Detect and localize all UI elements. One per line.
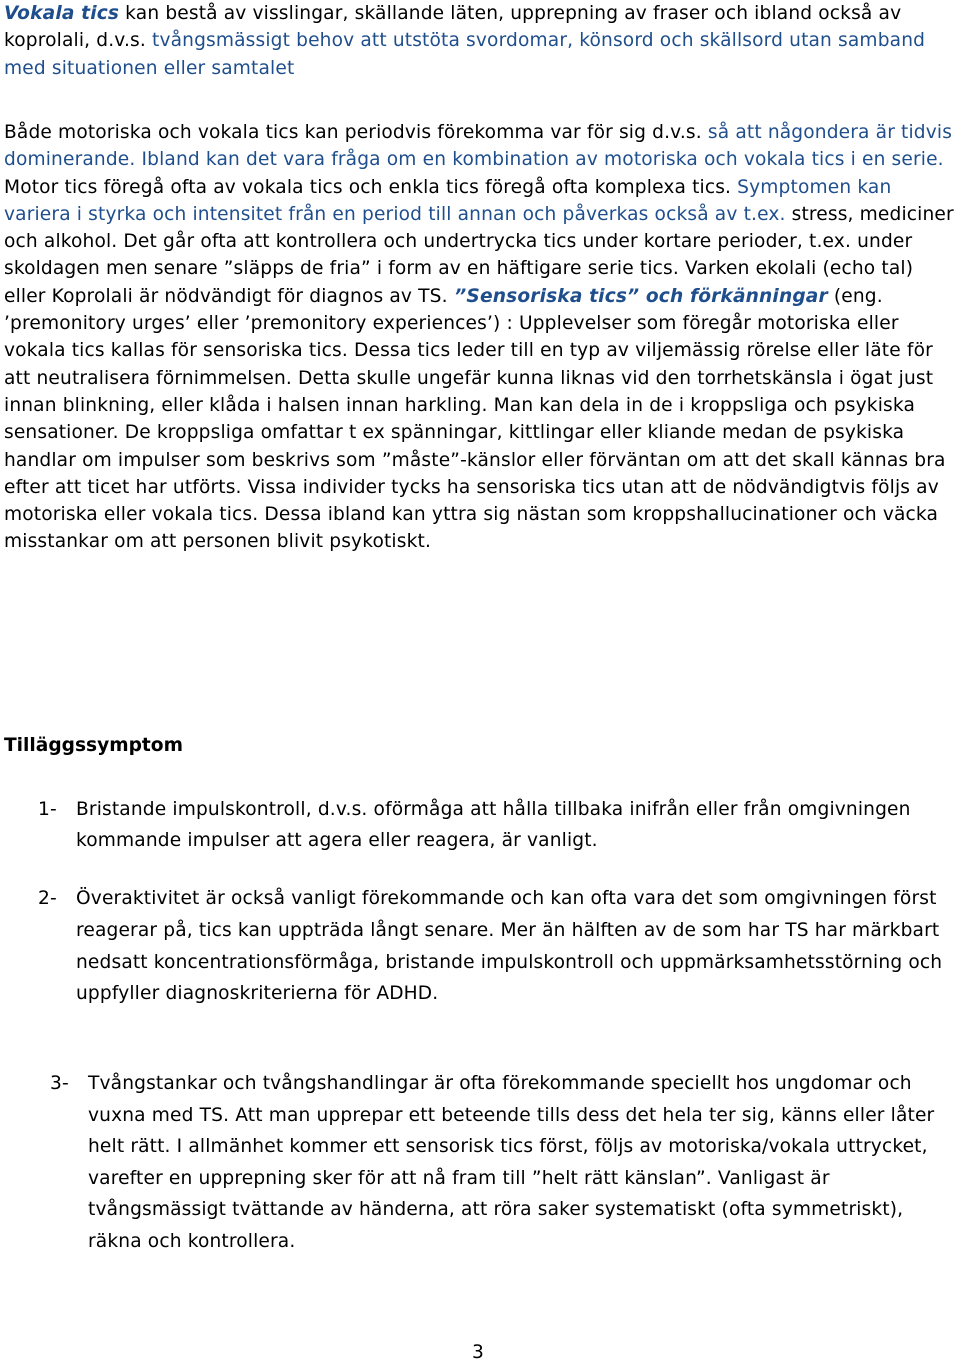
paragraph-vocal-tics — [4, 0, 954, 82]
list-item-text: Bristande impulskontroll, d.v.s. oförmåga att hålla tillbaka inifrån eller från omgivningen kommande impulser att agera eller reagera, är vanligt. — [76, 799, 911, 851]
page-number: 3 — [472, 1342, 484, 1363]
paragraph-2-text-2: så att någondera är tidvis dominerande. — [4, 122, 953, 171]
paragraph-2-text-9: Varken ekolali (echo tal) eller Koprolali är nödvändigt för diagnos av TS. — [4, 258, 914, 307]
paragraph-vocal-tics-text-2: tvångsmässigt behov att utstöta svordomar, könsord och skällsord utan samband med situationen eller samtalet — [4, 30, 926, 79]
term-sensory-tics: ”Sensoriska tics” och förkänningar — [447, 285, 828, 307]
paragraph-2-text-4: Motor tics föregå ofta av vokala tics och enkla tics föregå ofta komplexa tics. — [4, 176, 732, 198]
paragraph-2-text-3: Ibland kan det vara fråga om en kombination av motoriska och vokala tics i en serie. — [135, 149, 944, 171]
paragraph-2-text-5: Symptomen kan variera i styrka och intensitet från en period till annan och påverkas också av t.ex. — [4, 176, 892, 225]
list-item-text: Överaktivitet är också vanligt förekommande och kan ofta vara det som omgivningen först reagerar på, tics kan uppträda långt senare. Mer än hälften av de som har TS har märkbart nedsatt koncentrationsförmåga, bristande impulskontroll och uppmärksamhetsstörning och uppfyller diagnoskriterierna för ADHD. — [76, 888, 943, 1005]
term-vocal-tics: Vokala tics — [4, 3, 120, 24]
paragraph-2-text-11: Dessa tics leder till en typ av viljemässig rörelse eller läte för att neutralisera förnimmelsen. — [4, 340, 933, 389]
paragraph-2-text-8: under skoldagen men senare ”släpps de fria” i form av en häftigare serie tics. — [4, 231, 913, 280]
paragraph-2-text-16: Dessa ibland kan yttra sig nästan som kroppshallucinationer och väcka misstankar om att personen blivit psykotiskt. — [4, 504, 939, 553]
paragraph-2-text-14: De kroppsliga omfattar t ex spänningar, kittlingar eller kliande medan de psykiska handlar om impulser som beskrivs som ”måste”-känslor eller förväntan om att det skall kännas bra efter att ticet har utförts. — [4, 422, 946, 498]
section-heading: Tilläggssymptom — [4, 735, 183, 756]
paragraph-2-text-1: Både motoriska och vokala tics kan periodvis förekomma var för sig d.v.s. — [4, 122, 702, 143]
paragraph-vocal-tics-text-1: kan bestå av visslingar, skällande läten, upprepning av fraser och ibland också av koprolali, d.v.s. — [4, 3, 902, 52]
list-item-number: 3- — [50, 1073, 69, 1094]
paragraph-2-text-7: Det går ofta att kontrollera och undertrycka tics under kortare perioder, t.ex. — [117, 231, 852, 253]
paragraph-2-text-6: stress, mediciner och alkohol. — [4, 203, 954, 253]
paragraph-2-text-12: Detta skulle ungefär kunna liknas vid den torrhetskänsla i ögat just innan blinkning, eller klåda i halsen innan harkling. — [4, 367, 934, 416]
paragraph-2-text-10: (eng. ’premonitory urges’ eller ’premonitory experiences’) : Upplevelser som föregår motoriska eller vokala tics kallas för sensoriska tics. — [4, 285, 899, 362]
list-item-text: Tvångstankar och tvångshandlingar är ofta förekommande speciellt hos ungdomar och vuxna med TS. Att man upprepar ett beteende tills dess det hela ter sig, känns eller låter helt rätt. I allmänhet kommer ett sensorisk tics först, följs av motoriska/vokala uttrycket, varefter en upprepning sker för att nå fram till ”helt rätt känslan”. Vanligast är tvångsmässigt tvättande av händerna, att röra saker systematiskt (ofta symmetriskt), räkna och kontrollera. — [88, 1073, 935, 1252]
list-item-number: 2- — [38, 888, 57, 909]
paragraph-2-text-15: Vissa individer tycks ha sensoriska tics utan att de nödvändigtvis följs av motoriska eller vokala tics. — [4, 476, 939, 526]
paragraph-motor-and-sensory-tics — [4, 119, 954, 556]
paragraph-2-text-13: Man kan dela in de i kroppsliga och psykiska sensationer. — [4, 394, 915, 444]
list-item-number: 1- — [38, 799, 57, 820]
